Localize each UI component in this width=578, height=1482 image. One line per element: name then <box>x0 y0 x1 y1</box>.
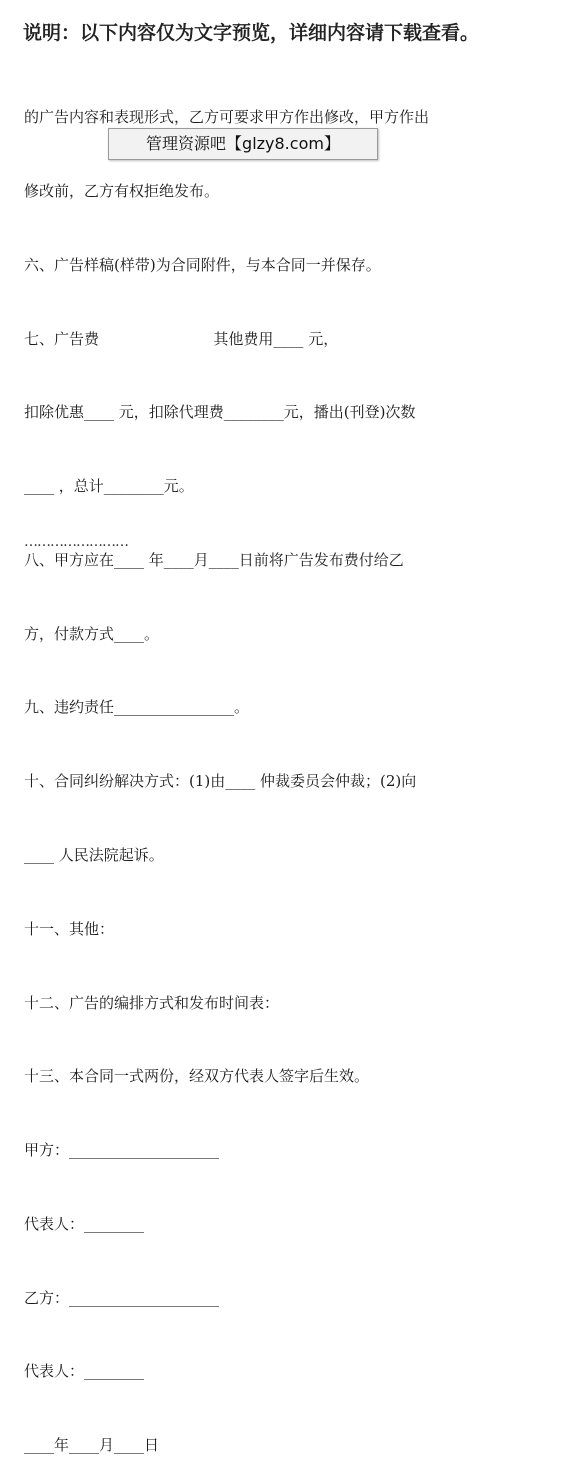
clause-11: 十一、其他： <box>24 919 115 938</box>
document-body <box>24 56 544 1482</box>
clause-7: 七、广告费 其他费用____ 元， <box>24 329 339 348</box>
truncation-dots: …………………… <box>24 534 128 550</box>
watermark-banner: 管理资源吧【glzy8.com】 <box>108 128 378 160</box>
clause-6: 六、广告样稿(样带)为合同附件，与本合同一并保存。 <box>24 255 381 274</box>
document-line: 的广告内容和表现形式，乙方可要求甲方作出修改，甲方作出 <box>24 108 430 127</box>
preview-notice-header: 说明：以下内容仅为文字预览，详细内容请下载查看。 <box>23 22 480 44</box>
clause-12: 十二、广告的编排方式和发布时间表： <box>24 993 280 1012</box>
document-line: ____ ，总计________元。 <box>24 477 194 496</box>
clause-9: 九、违约责任________________。 <box>24 698 250 717</box>
date-line: ____年____月____日 <box>24 1436 160 1455</box>
document-line: ____ 人民法院起诉。 <box>24 846 164 864</box>
document-line: 方，付款方式____。 <box>24 624 160 643</box>
clause-10: 十、合同纠纷解决方式：(1)由____ 仲裁委员会仲裁；(2)向 <box>24 772 417 791</box>
party-b-signature-line: 乙方：____________________ <box>24 1288 220 1307</box>
clause-8: 八、甲方应在____ 年____月____日前将广告发布费付给乙 <box>24 550 404 569</box>
party-b-representative-line: 代表人：________ <box>24 1362 145 1381</box>
party-a-representative-line: 代表人：________ <box>24 1214 145 1233</box>
document-line: 扣除优惠____ 元，扣除代理费________元，播出(刊登)次数 <box>24 403 416 422</box>
document-line: 修改前，乙方有权拒绝发布。 <box>24 181 220 200</box>
party-a-signature-line: 甲方：____________________ <box>24 1141 220 1160</box>
clause-13: 十三、本合同一式两份，经双方代表人签字后生效。 <box>24 1067 370 1086</box>
